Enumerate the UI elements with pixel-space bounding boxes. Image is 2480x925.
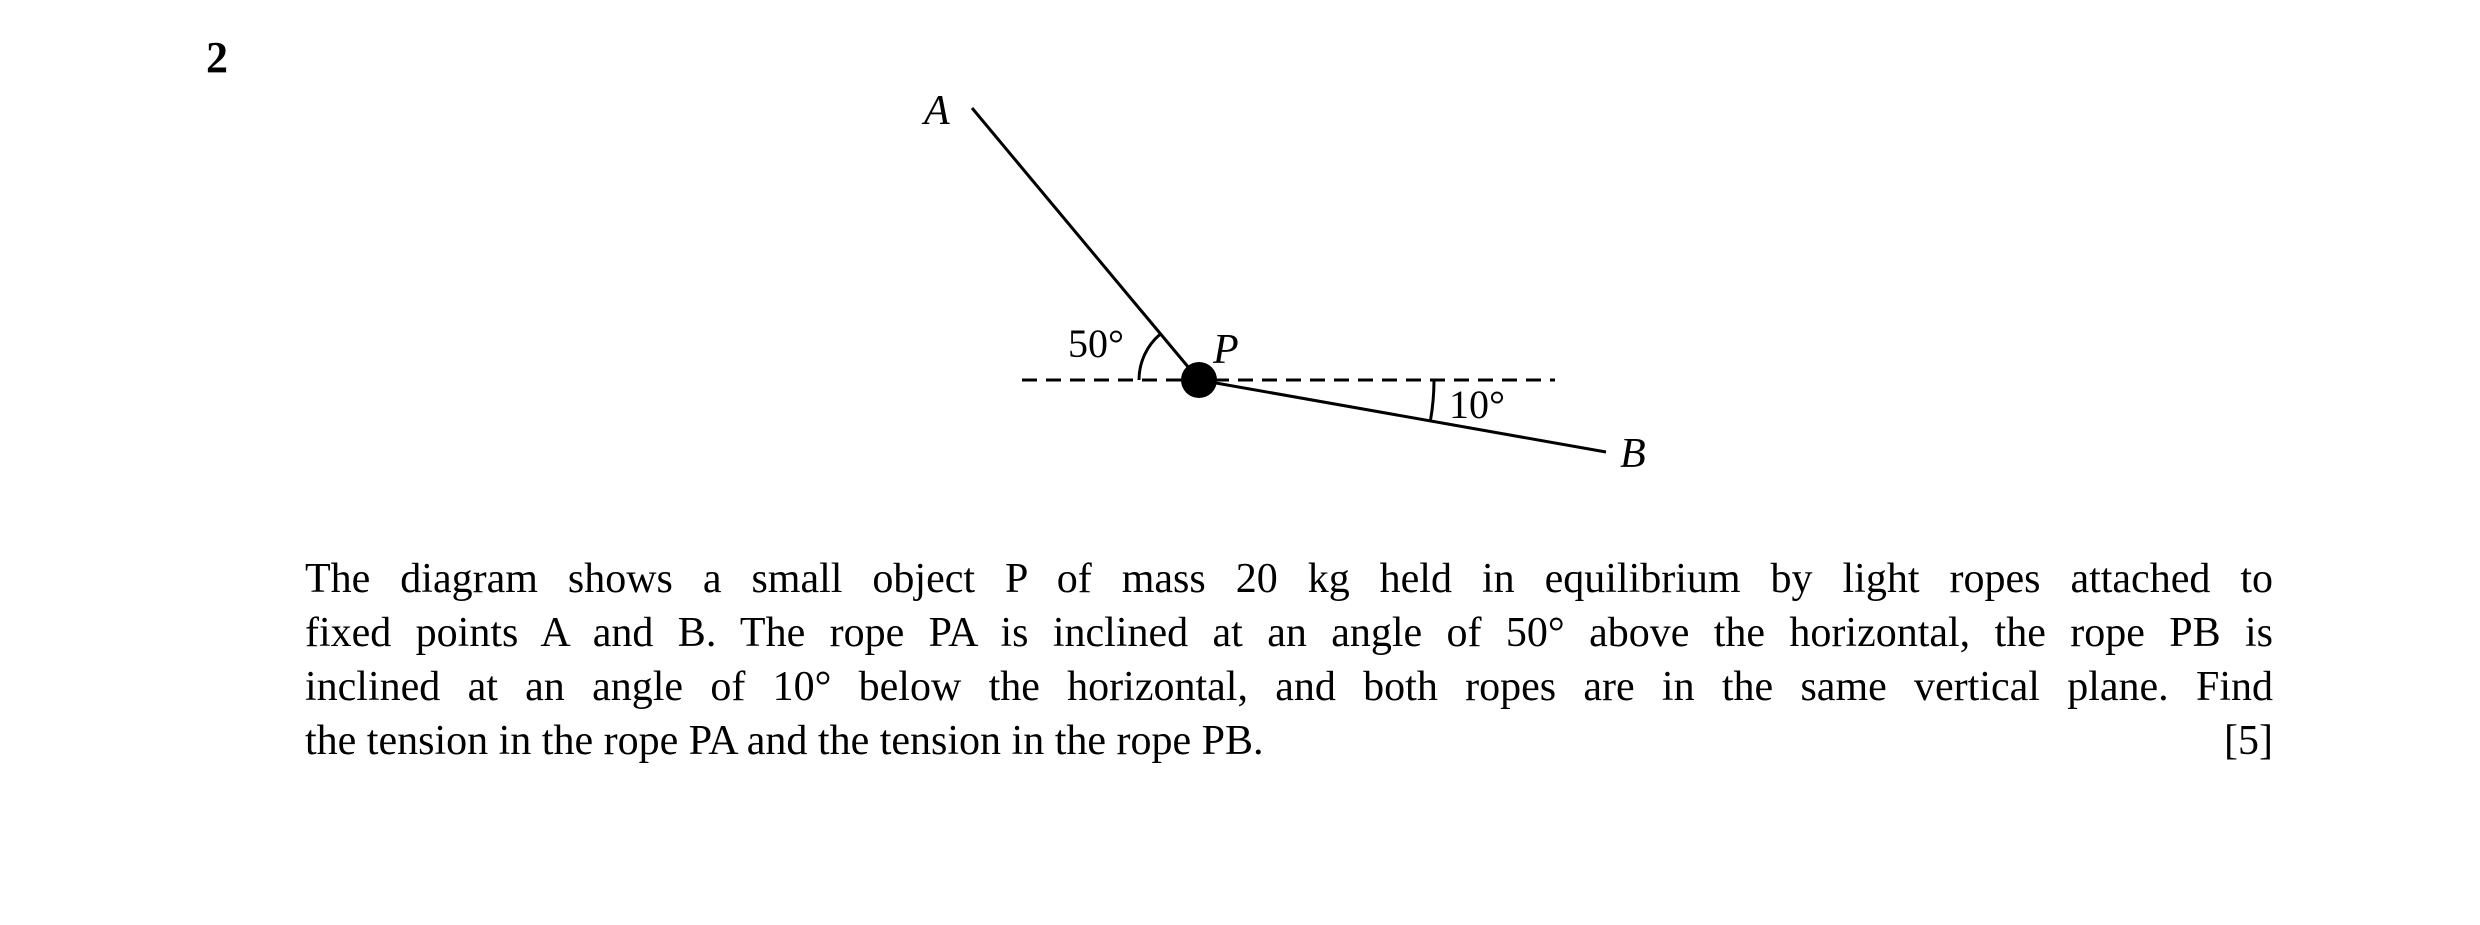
label-p: P (1213, 327, 1239, 373)
question-line-2: fixed points A and B. The rope PA is inclined at an angle of 50° above the horizontal, the rope PB is (305, 610, 2273, 656)
particle-p (1181, 362, 1217, 398)
angle-label-10: 10° (1449, 382, 1505, 427)
angle-arc-50 (1139, 334, 1160, 380)
question-line-4: the tension in the rope PA and the tension in the rope PB. (305, 718, 1264, 764)
label-a: A (924, 88, 950, 134)
marks-indicator: [5] (2224, 718, 2273, 764)
question-line-4-wrap (305, 714, 2273, 768)
question-line-3: inclined at an angle of 10° below the horizontal, and both ropes are in the same vertical plane. Find (305, 664, 2273, 710)
question-text (305, 552, 2273, 768)
label-b: B (1620, 431, 1646, 477)
question-line-1: The diagram shows a small object P of mass 20 kg held in equilibrium by light ropes attached to (305, 556, 2273, 602)
angle-label-50: 50° (1068, 321, 1124, 366)
question-number: 2 (206, 33, 228, 82)
angle-arc-10 (1430, 380, 1434, 421)
rope-pb (1199, 380, 1606, 452)
